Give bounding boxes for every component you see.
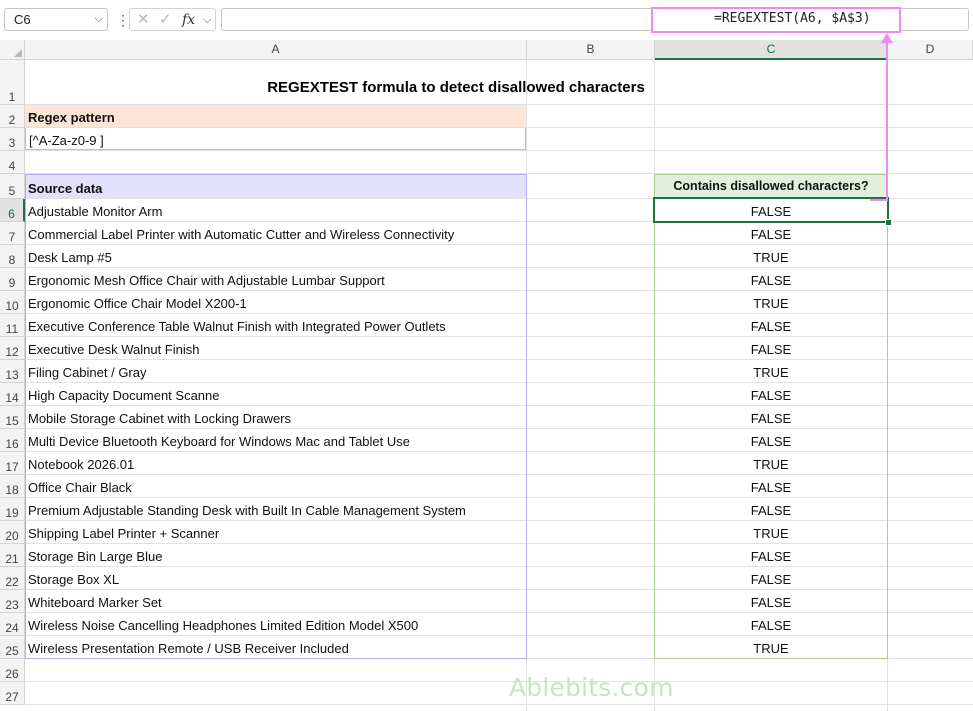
row-header-26[interactable]: 26 [0,659,25,682]
row-header-4[interactable]: 4 [0,151,25,174]
row-header-3[interactable]: 3 [0,128,25,151]
result-cell[interactable]: FALSE [750,572,792,587]
result-cell[interactable]: FALSE [750,227,792,242]
result-cell[interactable]: TRUE [753,250,789,265]
source-cell[interactable]: Office Chair Black [28,480,132,495]
row-header-13[interactable]: 13 [0,360,25,383]
row-header-6[interactable]: 6 [0,199,25,222]
result-cell[interactable]: FALSE [750,342,792,357]
row-header-8[interactable]: 8 [0,245,25,268]
row-header-17[interactable]: 17 [0,452,25,475]
source-cell[interactable]: Notebook 2026.01 [28,457,135,472]
result-cell[interactable]: FALSE [750,319,792,334]
source-cell[interactable]: Storage Bin Large Blue [28,549,163,564]
pattern-header[interactable]: Regex pattern [25,105,526,127]
row-header-16[interactable]: 16 [0,429,25,452]
result-cell[interactable]: FALSE [750,480,792,495]
result-cell[interactable]: FALSE [750,618,792,633]
row-header-24[interactable]: 24 [0,613,25,636]
row-header-11[interactable]: 11 [0,314,25,337]
result-range-border [654,174,888,659]
row-header-2[interactable]: 2 [0,105,25,128]
row-header-1[interactable]: 1 [0,60,25,105]
sheet-title: REGEXTEST formula to detect disallowed characters [267,79,645,96]
source-cell[interactable]: Wireless Noise Cancelling Headphones Limited Edition Model X500 [28,618,419,633]
name-box-value: C6 [14,12,31,27]
row-header-5[interactable]: 5 [0,174,25,199]
arrow-up-icon [881,33,893,43]
result-cell[interactable]: TRUE [753,641,789,656]
chevron-down-icon[interactable]: ⌵ [94,13,103,25]
result-cell[interactable]: FALSE [750,434,792,449]
row-header-19[interactable]: 19 [0,498,25,521]
row-header-9[interactable]: 9 [0,268,25,291]
row-header-14[interactable]: 14 [0,383,25,406]
gridline-horizontal [25,681,973,682]
row-header-7[interactable]: 7 [0,222,25,245]
result-cell[interactable]: FALSE [750,595,792,610]
select-all-corner[interactable] [0,40,25,60]
watermark-logo: Ablebits.com [509,673,674,702]
row-header-25[interactable]: 25 [0,636,25,659]
result-cell[interactable]: FALSE [750,549,792,564]
row-header-18[interactable]: 18 [0,475,25,498]
result-cell[interactable]: FALSE [750,503,792,518]
more-vertical-icon[interactable]: ⋮ [116,12,130,28]
source-cell[interactable]: Executive Desk Walnut Finish [28,342,200,357]
column-header-d[interactable]: D [888,40,973,60]
formula-bar [0,0,973,40]
row-header-22[interactable]: 22 [0,567,25,590]
result-cell[interactable]: TRUE [753,457,789,472]
source-cell[interactable]: Executive Conference Table Walnut Finish with Integrated Power Outlets [28,319,446,334]
formula-text[interactable]: =REGEXTEST(A6, $A$3) [714,11,871,26]
source-cell[interactable]: Desk Lamp #5 [28,250,112,265]
gridline-horizontal [25,704,973,705]
pattern-value-cell[interactable]: [^A-Za-z0-9 ] [25,128,526,150]
chevron-down-icon[interactable]: ⌵ [203,14,212,26]
result-cell[interactable]: FALSE [750,204,792,219]
source-cell[interactable]: Wireless Presentation Remote / USB Receiver Included [28,641,349,656]
callout-arrow-elbow [870,199,888,201]
callout-arrow [886,40,888,200]
source-cell[interactable]: Ergonomic Office Chair Model X200-1 [28,296,247,311]
active-cell-c6[interactable] [653,197,889,223]
row-header-21[interactable]: 21 [0,544,25,567]
source-cell[interactable]: Storage Box XL [28,572,120,587]
result-cell[interactable]: TRUE [753,365,789,380]
source-cell[interactable]: Mobile Storage Cabinet with Locking Drawers [28,411,292,426]
source-header[interactable]: Source data [25,174,526,198]
name-box[interactable] [4,8,108,31]
source-cell[interactable]: Commercial Label Printer with Automatic Cutter and Wireless Connectivity [28,227,455,242]
row-header-12[interactable]: 12 [0,337,25,360]
formula-buttons [129,8,216,31]
row-header-27[interactable]: 27 [0,682,25,705]
source-cell[interactable]: Shipping Label Printer + Scanner [28,526,220,541]
source-cell[interactable]: Adjustable Monitor Arm [28,204,163,219]
source-range-border [25,174,527,659]
fill-handle[interactable] [885,219,892,226]
result-cell[interactable]: TRUE [753,526,789,541]
enter-icon[interactable]: ✓ [159,11,172,28]
column-header-c[interactable]: C [655,40,888,60]
source-cell[interactable]: Multi Device Bluetooth Keyboard for Windows Mac and Tablet Use [28,434,411,449]
function-icon[interactable]: fx [182,12,196,28]
source-cell[interactable]: High Capacity Document Scanne [28,388,220,403]
result-header[interactable]: Contains disallowed characters? [655,174,887,198]
result-cell[interactable]: FALSE [750,273,792,288]
row-header-20[interactable]: 20 [0,521,25,544]
source-cell[interactable]: Whiteboard Marker Set [28,595,162,610]
row-header-10[interactable]: 10 [0,291,25,314]
row-header-15[interactable]: 15 [0,406,25,429]
cancel-icon[interactable]: ✕ [137,11,150,28]
column-header-b[interactable]: B [527,40,655,60]
result-cell[interactable]: FALSE [750,411,792,426]
source-cell[interactable]: Filing Cabinet / Gray [28,365,147,380]
source-cell[interactable]: Ergonomic Mesh Office Chair with Adjustable Lumbar Support [28,273,385,288]
result-cell[interactable]: FALSE [750,388,792,403]
source-cell[interactable]: Premium Adjustable Standing Desk with Built In Cable Management System [28,503,466,518]
row-header-23[interactable]: 23 [0,590,25,613]
column-header-a[interactable]: A [25,40,527,60]
result-cell[interactable]: TRUE [753,296,789,311]
gridline-horizontal [25,150,973,151]
